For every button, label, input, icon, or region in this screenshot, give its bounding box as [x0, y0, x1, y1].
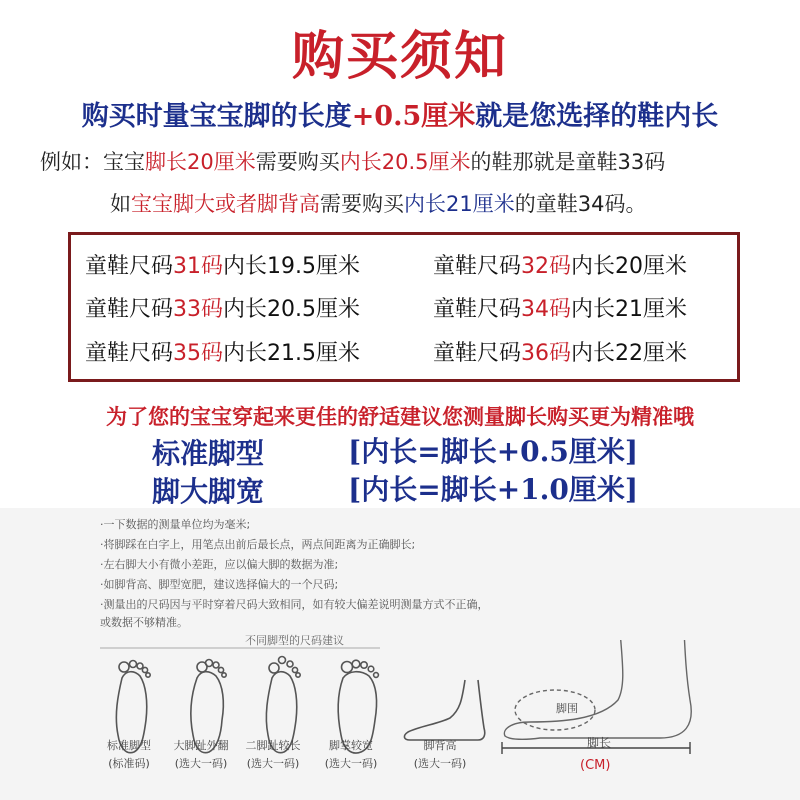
size-row: [85, 292, 360, 323]
headline-plus: +0.5厘米: [351, 101, 476, 132]
foot-type-suggest-title: 不同脚型的尺码建议: [245, 634, 344, 647]
size-row: [433, 336, 687, 367]
foot-type-advice: (选大一码): [324, 757, 378, 770]
rule-standard-name: 标准脚型: [152, 437, 265, 470]
foot-caption: [238, 737, 308, 773]
size-value: 36码: [521, 341, 572, 366]
headline-part2: 就是您选择的鞋内长: [475, 101, 719, 132]
rule-wide-formula: [内长=脚长+1.0厘米]: [348, 473, 639, 506]
foot-caption: [166, 737, 236, 773]
foot-type-advice: (标准码): [108, 757, 150, 770]
note-line: ·测量出的尺码因与平时穿着尺码大致相同，如有较大偏差说明测量方式不正确，: [100, 598, 489, 611]
size-row: [433, 249, 687, 280]
size-table: [68, 232, 740, 382]
foot-type-advice: (选大一码): [246, 757, 300, 770]
note-line: ·将脚踩在白字上，用笔点出前后最长点，两点间距离为正确脚长;: [100, 538, 416, 551]
page-title: 购买须知: [291, 26, 508, 87]
foot-girth-label: 脚围: [556, 702, 578, 715]
foot-type-name: 大脚趾外翻: [173, 739, 229, 752]
example-line-2: [110, 188, 646, 218]
inner-length: 内长19.5厘米: [223, 254, 361, 279]
example1-foot-length: 脚长20厘米: [145, 150, 256, 174]
size-row: [85, 249, 360, 280]
inner-length: 内长20厘米: [571, 254, 688, 279]
note-line: ·左右脚大小有微小差距，应以偏大脚的数据为准;: [100, 558, 339, 571]
size-value: 33码: [173, 297, 224, 322]
size-value: 34码: [521, 297, 572, 322]
foot-type-name: 标准脚型: [107, 739, 151, 752]
note-line: ·一下数据的测量单位均为毫米;: [100, 518, 251, 531]
foot-type-name: 脚掌较宽: [329, 739, 373, 752]
example1-mid: 需要购买: [255, 150, 340, 174]
size-row: [433, 292, 687, 323]
example-line-1: [40, 146, 665, 176]
size-label: 童鞋尺码: [85, 254, 174, 279]
inner-length: 内长20.5厘米: [223, 297, 361, 322]
size-label: 童鞋尺码: [433, 341, 522, 366]
example2-mid: 需要购买: [320, 192, 404, 216]
size-label: 童鞋尺码: [433, 297, 522, 322]
example1-prefix: 例如：宝宝: [40, 150, 145, 174]
foot-type-advice: (选大一码): [413, 757, 467, 770]
rule-standard-formula: [内长=脚长+0.5厘米]: [348, 435, 639, 468]
note-line: 或数据不够精准。: [100, 616, 188, 629]
high-instep-foot-icon: [404, 680, 484, 740]
foot-type-name: 脚背高: [423, 739, 457, 752]
foot-type-advice: (选大一码): [174, 757, 228, 770]
rule-wide-name: 脚大脚宽: [152, 475, 265, 508]
size-value: 32码: [521, 254, 572, 279]
foot-type-illustrations: [100, 640, 800, 800]
note-line: ·如脚背高、脚型宽肥，建议选择偏大的一个尺码;: [100, 578, 339, 591]
example1-suffix: 的鞋那就是童鞋33码: [470, 150, 666, 174]
example2-condition: 宝宝脚大或者脚背高: [131, 192, 320, 216]
foot-caption: [94, 737, 164, 773]
size-row: [85, 336, 360, 367]
inner-length: 内长22厘米: [571, 341, 688, 366]
foot-caption: [316, 737, 386, 773]
size-label: 童鞋尺码: [433, 254, 522, 279]
size-value: 35码: [173, 341, 224, 366]
example2-suffix: 的童鞋34码。: [514, 192, 647, 216]
foot-type-name: 二脚趾较长: [245, 739, 301, 752]
measure-tip: 为了您的宝宝穿起来更佳的舒适建议您测量脚长购买更为精准哦: [106, 405, 694, 429]
unit-label: (CM): [580, 758, 611, 773]
size-value: 31码: [173, 254, 224, 279]
inner-length: 内长21.5厘米: [223, 341, 361, 366]
headline-part1: 购买时量宝宝脚的长度: [81, 101, 352, 132]
headline: [0, 94, 800, 133]
foot-length-label: 脚长: [587, 736, 612, 750]
size-label: 童鞋尺码: [85, 341, 174, 366]
example2-prefix: 如: [110, 192, 131, 216]
example1-inner-length: 内长20.5厘米: [339, 150, 471, 174]
foot-caption: [405, 737, 475, 773]
inner-length: 内长21厘米: [571, 297, 688, 322]
size-label: 童鞋尺码: [85, 297, 174, 322]
example2-inner-length: 内长21厘米: [404, 192, 515, 216]
